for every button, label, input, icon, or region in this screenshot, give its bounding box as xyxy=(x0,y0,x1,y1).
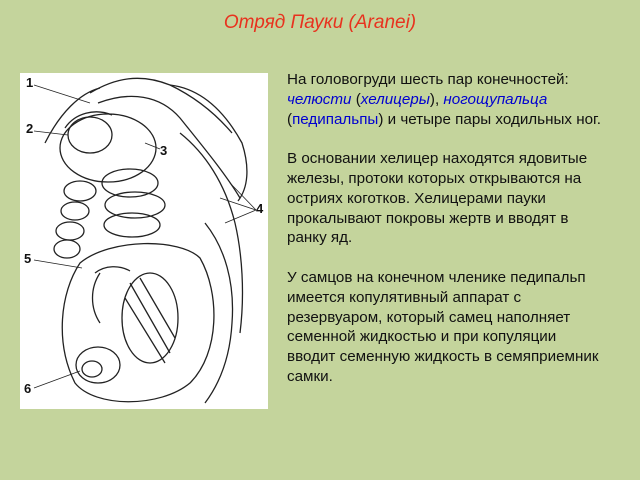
term-pedipalps: педипальпы xyxy=(292,110,379,128)
callout-3: 3 xyxy=(160,143,168,158)
paragraph-limbs-lead: На головогруди шесть пар конечностей: xyxy=(287,71,569,88)
paragraph-limbs-tail: ) и четыре пары ходильных ног. xyxy=(378,110,601,128)
paragraph-venom: В основании хелицер находятся ядовитые железы, протоки которых открываются на остриях коготков. Хелицерами пауки прокалывают покровы жертв и вводят в ранку яд. xyxy=(287,150,588,247)
slide-title: Отряд Пауки (Aranei) xyxy=(223,12,417,33)
separator: ( xyxy=(351,90,361,108)
callout-2: 2 xyxy=(26,121,34,136)
term-chelicerae: хелицеры xyxy=(360,90,430,108)
spider-anatomy-figure xyxy=(20,73,268,409)
separator: ), xyxy=(429,90,444,108)
callout-1: 1 xyxy=(26,75,34,90)
term-jaws: челюсти xyxy=(287,90,352,108)
paragraph-limbs xyxy=(287,70,607,129)
term-pedipalps-ru: ногощупальца xyxy=(443,90,548,108)
callout-6: 6 xyxy=(24,381,32,396)
description-text xyxy=(287,70,607,407)
callout-4: 4 xyxy=(256,201,264,216)
separator: ( xyxy=(287,110,293,128)
paragraph-copulation: У самцов на конечном членике педипальп имеется копулятивный аппарат с резервуаром, который самец наполняет семенной жидкостью и при копуляции вводит семенную жидкость в семяприемник самки. xyxy=(287,268,599,385)
callout-5: 5 xyxy=(24,251,32,266)
spider-anatomy-drawing xyxy=(20,73,268,409)
